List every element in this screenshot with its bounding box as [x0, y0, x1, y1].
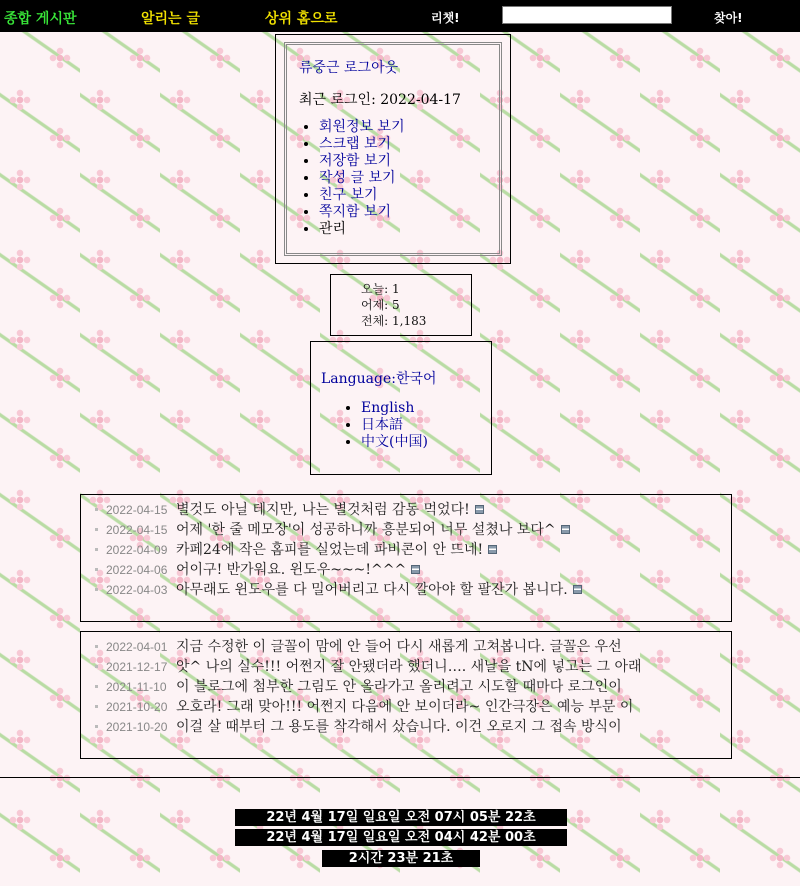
menu-link-profile[interactable]: 회원정보 보기 [319, 119, 405, 135]
counter-today: 오늘: 1 [361, 282, 400, 296]
floppy-disk-icon [561, 525, 570, 534]
bullet-icon [95, 588, 98, 591]
menu-link-friends[interactable]: 친구 보기 [319, 187, 378, 203]
menu-item-storage [319, 153, 405, 170]
menu-link-messages[interactable]: 쪽지함 보기 [319, 204, 392, 220]
language-options [341, 400, 428, 451]
language-panel [310, 341, 492, 475]
list-item [95, 696, 721, 716]
post-title-link[interactable]: 이 블로그에 첨부한 그림도 안 올라가고 올리려고 시도할 때마다 로그인이 [176, 679, 622, 695]
bullet-icon [95, 528, 98, 531]
counter-yesterday: 어제: 5 [361, 298, 400, 312]
post-date: 2022-04-15 [106, 523, 168, 537]
member-menu [299, 119, 405, 238]
counter-total: 전체: 1,183 [361, 314, 427, 328]
bullet-icon [95, 685, 98, 688]
menu-item-messages [319, 204, 405, 221]
language-link-english[interactable]: English [361, 400, 415, 416]
divider [0, 777, 800, 778]
language-link-japanese[interactable]: 日本語 [361, 417, 403, 433]
menu-link-storage[interactable]: 저장함 보기 [319, 153, 392, 169]
bullet-icon [95, 568, 98, 571]
post-date: 2022-04-15 [106, 503, 168, 517]
language-item-chinese [361, 434, 428, 451]
post-date: 2022-04-09 [106, 543, 168, 557]
login-panel-frame [284, 42, 502, 256]
language-current: Language:한국어 [321, 371, 437, 387]
floppy-disk-icon [475, 505, 484, 514]
bullet-icon [95, 548, 98, 551]
top-navigation-bar [0, 0, 800, 32]
recent-posts-panel [80, 494, 732, 622]
bullet-icon [95, 665, 98, 668]
list-item [95, 579, 721, 599]
login-panel [275, 34, 511, 264]
floppy-disk-icon [488, 545, 497, 554]
post-title-link[interactable]: 지금 수정한 이 글꼴이 맘에 안 들어 다시 새롭게 고쳐봅니다. 글꼴은 우선 [176, 639, 622, 655]
last-login-text: 최근 로그인: 2022-04-17 [299, 92, 461, 108]
post-title-link[interactable]: 이걸 살 때부터 그 용도를 착각해서 샀습니다. 이건 오로지 그 접속 방식이 [176, 719, 622, 735]
elapsed-time-display: 2시간 23분 21초 [322, 850, 480, 867]
visitor-counter [330, 274, 472, 336]
menu-link-scrap[interactable]: 스크랩 보기 [319, 136, 392, 152]
post-title-link[interactable]: 오호라! 그래 맞아!!! 어쩐지 다음에 안 보이더라~ 인간극장은 예능 부문 이 [176, 699, 634, 715]
memo-posts-panel [80, 631, 732, 759]
post-date: 2021-12-17 [106, 660, 168, 674]
nav-parent-home-link[interactable]: 상위 홈으로 [265, 11, 338, 27]
nav-general-board-link[interactable]: 종합 게시판 [4, 11, 77, 27]
menu-item-profile [319, 119, 405, 136]
list-item [95, 559, 721, 579]
list-item [95, 499, 721, 519]
post-date: 2022-04-01 [106, 640, 168, 654]
recent-posts-list [95, 499, 721, 599]
post-title-link[interactable]: 별것도 아닐 테지만, 나는 별것처럼 감동 먹었다! [176, 502, 470, 518]
post-date: 2022-04-03 [106, 583, 168, 597]
post-title-link[interactable]: 어제 '한 줄 메모장'이 성공하니까 흥분되어 너무 설쳤나 보다^ [176, 522, 556, 538]
nav-notice-link[interactable]: 알리는 글 [141, 11, 200, 27]
floppy-disk-icon [411, 565, 420, 574]
bullet-icon [95, 705, 98, 708]
list-item [95, 656, 721, 676]
post-title-link[interactable]: 카페24에 작은 홈피를 실었는데 파비콘이 안 뜨네! [176, 542, 484, 558]
bullet-icon [95, 645, 98, 648]
list-item [95, 636, 721, 656]
menu-item-friends [319, 187, 405, 204]
list-item [95, 539, 721, 559]
post-date: 2021-10-20 [106, 700, 168, 714]
post-date: 2021-10-20 [106, 720, 168, 734]
floppy-disk-icon [573, 585, 582, 594]
menu-link-my-posts[interactable]: 작성 글 보기 [319, 170, 396, 186]
current-time-display: 22년 4월 17일 일요일 오전 07시 05분 22초 [235, 809, 567, 826]
login-time-display: 22년 4월 17일 일요일 오전 04시 42분 00초 [235, 829, 567, 846]
bullet-icon [95, 725, 98, 728]
search-button[interactable]: 찾아! [714, 11, 743, 25]
memo-posts-list [95, 636, 721, 736]
bullet-icon [95, 508, 98, 511]
menu-link-admin[interactable]: 관리 [319, 221, 347, 237]
post-title-link[interactable]: 어이구! 반가워요. 윈도우~~~!^^^ [176, 562, 407, 578]
menu-item-my-posts [319, 170, 405, 187]
list-item [95, 519, 721, 539]
menu-item-scrap [319, 136, 405, 153]
post-date: 2022-04-06 [106, 563, 168, 577]
list-item [95, 676, 721, 696]
language-item-english [361, 400, 428, 417]
language-link-chinese[interactable]: 中文(中国) [361, 434, 428, 450]
list-item [95, 716, 721, 736]
language-item-japanese [361, 417, 428, 434]
search-label: 리챗! [431, 11, 460, 25]
post-title-link[interactable]: 앗^ 나의 실수!!! 어쩐지 잘 안됐더라 했더니…. 새날을 tN에 넣고는 그 아래 [176, 659, 642, 675]
menu-item-admin [319, 221, 405, 238]
post-date: 2021-11-10 [106, 680, 167, 694]
search-input[interactable] [502, 6, 672, 24]
logout-link[interactable]: 류중근 로그아웃 [299, 60, 399, 76]
post-title-link[interactable]: 아무래도 윈도우를 다 밀어버리고 다시 깔아야 할 팔잔가 봅니다. [176, 582, 568, 598]
